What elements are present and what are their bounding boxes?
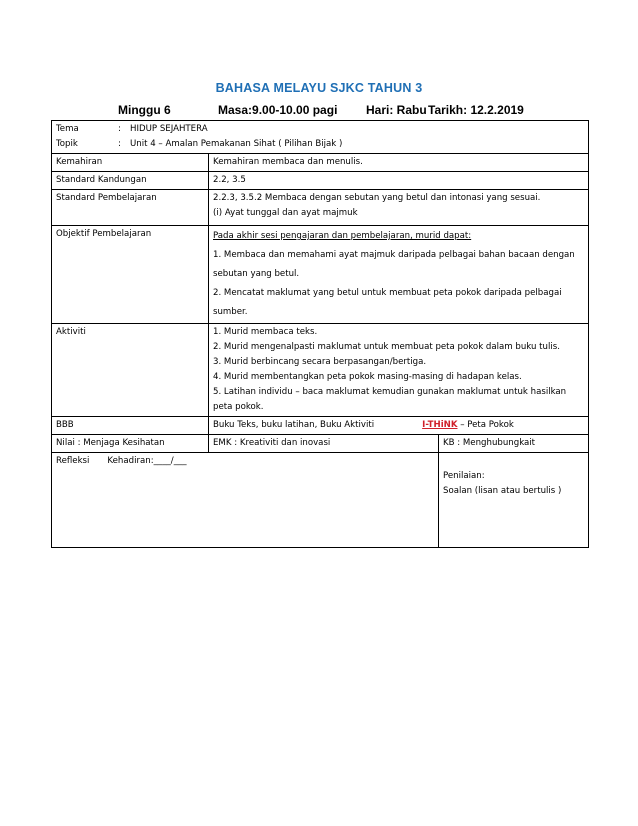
refleksi-label: Refleksi (56, 456, 90, 466)
kb-label: KB (443, 438, 455, 448)
tema-topik-row (52, 121, 589, 154)
nilai-label: Nilai : Menjaga Kesihatan (52, 435, 209, 453)
objektif-intro: Pada akhir sesi pengajaran dan pembelajaran, murid dapat: (213, 231, 472, 241)
lesson-plan-table (51, 120, 589, 548)
objektif-row (52, 226, 589, 324)
sp-line-2: (i) Ayat tunggal dan ayat majmuk (213, 208, 358, 218)
ithink-suffix: – Peta Pokok (460, 420, 514, 430)
aktiviti-label: Aktiviti (52, 324, 209, 417)
kemahiran-row (52, 154, 589, 172)
standard-kandungan-row (52, 172, 589, 190)
aktiviti-line-6: peta pokok. (213, 402, 264, 412)
aktiviti-line-4: 4. Murid membentangkan peta pokok masing-masing di hadapan kelas. (213, 372, 522, 382)
minggu-label: Minggu 6 (118, 103, 171, 117)
topik-line (56, 137, 584, 152)
hari-label: Hari: Rabu (366, 103, 427, 117)
kemahiran-label: Kemahiran (52, 154, 209, 172)
objektif-label: Objektif Pembelajaran (52, 226, 209, 324)
kehadiran-field: Kehadiran:____/___ (107, 456, 187, 466)
tema-colon: : (118, 124, 121, 134)
standard-kandungan-label: Standard Kandungan (52, 172, 209, 190)
topik-value: Unit 4 – Amalan Pemakanan Sihat ( Pilihan Bijak ) (130, 139, 343, 149)
page-title: BAHASA MELAYU SJKC TAHUN 3 (215, 81, 423, 95)
topik-colon: : (118, 139, 121, 149)
aktiviti-line-5: 5. Latihan individu – baca maklumat kemudian gunakan maklumat untuk hasilkan (213, 387, 567, 397)
tarikh-label: Tarikh: 12.2.2019 (428, 103, 524, 117)
penilaian-label: Penilaian: (443, 471, 485, 481)
emk-value: : Kreativiti dan inovasi (234, 438, 331, 448)
tema-line (56, 122, 584, 137)
standard-kandungan-value: 2.2, 3.5 (209, 172, 589, 190)
standard-pembelajaran-label: Standard Pembelajaran (52, 190, 209, 226)
kemahiran-value: Kemahiran membaca dan menulis. (209, 154, 589, 172)
standard-pembelajaran-row (52, 190, 589, 226)
objektif-line-4: sumber. (213, 307, 248, 317)
aktiviti-line-1: 1. Murid membaca teks. (213, 327, 318, 337)
aktiviti-line-2: 2. Murid mengenalpasti maklumat untuk membuat peta pokok dalam buku tulis. (213, 342, 560, 352)
kb-value: : Menghubungkait (457, 438, 536, 448)
refleksi-row (52, 453, 589, 548)
bbb-row (52, 417, 589, 435)
topik-label: Topik (56, 139, 78, 149)
nilai-row (52, 435, 589, 453)
objektif-line-1: 1. Membaca dan memahami ayat majmuk daripada pelbagai bahan bacaan dengan (213, 250, 575, 260)
soalan-label: Soalan (lisan atau bertulis ) (443, 486, 562, 496)
tema-value: HIDUP SEJAHTERA (130, 124, 208, 134)
bbb-value: Buku Teks, buku latihan, Buku Aktiviti (213, 420, 375, 430)
masa-label: Masa:9.00-10.00 pagi (218, 103, 338, 117)
aktiviti-row (52, 324, 589, 417)
bbb-label: BBB (52, 417, 209, 435)
sp-line-1: 2.2.3, 3.5.2 Membaca dengan sebutan yang betul dan intonasi yang sesuai. (213, 193, 541, 203)
aktiviti-line-3: 3. Murid berbincang secara berpasangan/bertiga. (213, 357, 427, 367)
objektif-line-3: 2. Mencatat maklumat yang betul untuk membuat peta pokok daripada pelbagai (213, 288, 562, 298)
ithink-label: I-THiNK (422, 420, 458, 430)
tema-label: Tema (56, 124, 79, 134)
objektif-line-2: sebutan yang betul. (213, 269, 300, 279)
emk-label: EMK (213, 438, 232, 448)
